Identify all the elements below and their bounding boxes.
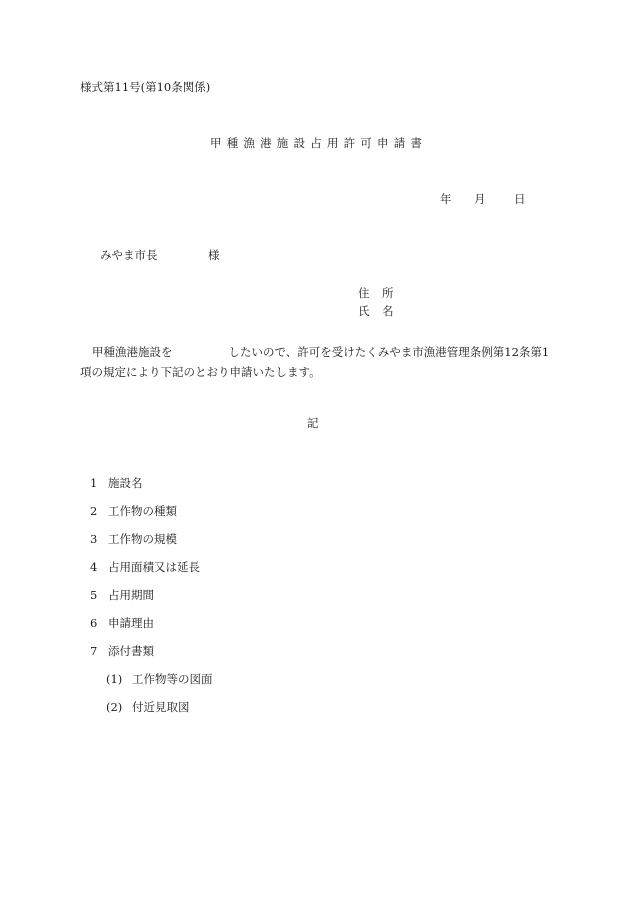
item-number: 6 bbox=[90, 616, 98, 630]
item-number: 3 bbox=[90, 532, 98, 546]
form-number: 様式第11号(第10条関係) bbox=[80, 80, 211, 94]
name-label-char-1: 氏 bbox=[358, 304, 370, 318]
item-label: 工作物の種類 bbox=[108, 504, 177, 518]
addressee-name: みやま市長 bbox=[100, 248, 158, 262]
item-label: 占用面積又は延長 bbox=[108, 560, 200, 574]
addressee-honorific: 様 bbox=[208, 248, 220, 262]
applicant-name-label bbox=[358, 306, 394, 318]
subitem-number: (2) bbox=[106, 700, 123, 714]
date-year-label: 年 bbox=[440, 192, 452, 206]
item-number: 7 bbox=[90, 644, 98, 658]
item-number: 5 bbox=[90, 588, 98, 602]
list-item bbox=[90, 478, 143, 490]
list-item bbox=[90, 534, 177, 546]
ki-heading: 記 bbox=[307, 416, 319, 430]
item-label: 工作物の規模 bbox=[108, 532, 177, 546]
subitem-label: 付近見取図 bbox=[132, 700, 190, 714]
date-line bbox=[440, 194, 526, 206]
application-statement bbox=[80, 342, 560, 382]
sub-list-item bbox=[106, 702, 190, 714]
item-number: 2 bbox=[90, 504, 98, 518]
list-item bbox=[90, 506, 177, 518]
item-label: 占用期間 bbox=[108, 588, 154, 602]
sub-list-item bbox=[106, 674, 213, 686]
document-title: 甲種漁港施設占用許可申請書 bbox=[210, 136, 428, 150]
item-number: 1 bbox=[90, 476, 98, 490]
item-label: 施設名 bbox=[108, 476, 143, 490]
list-item bbox=[90, 618, 154, 630]
address-label-char-1: 住 bbox=[358, 286, 370, 300]
subitem-number: (1) bbox=[106, 672, 123, 686]
list-item bbox=[90, 562, 200, 574]
date-month-label: 月 bbox=[474, 192, 486, 206]
list-item bbox=[90, 590, 154, 602]
date-day-label: 日 bbox=[514, 192, 526, 206]
item-label: 申請理由 bbox=[108, 616, 154, 630]
applicant-address-label bbox=[358, 288, 394, 300]
statement-part-1: 甲種漁港施設を bbox=[92, 345, 173, 359]
address-label-char-2: 所 bbox=[382, 286, 394, 300]
statement-part-2: したいので、許可を受けたくみやま市漁港管理条例第12条第1項の規定により下記のとおり申請いたします。 bbox=[80, 345, 550, 379]
list-item bbox=[90, 646, 154, 658]
subitem-label: 工作物等の図面 bbox=[132, 672, 213, 686]
item-label: 添付書類 bbox=[108, 644, 154, 658]
addressee bbox=[100, 250, 220, 262]
name-label-char-2: 名 bbox=[382, 304, 394, 318]
item-number: 4 bbox=[90, 560, 98, 574]
